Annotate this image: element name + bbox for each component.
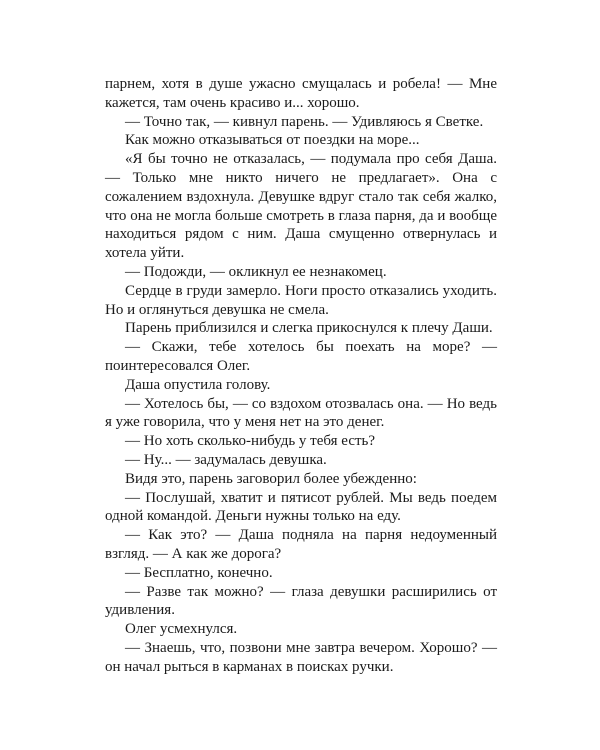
paragraph-3: Как можно отказываться от поездки на море... bbox=[125, 132, 420, 149]
paragraph-19: — Знаешь, что, позвони мне завтра вечером. Хорошо? — он начал рыться в карманах в поисках ручки. bbox=[105, 639, 497, 675]
paragraph-8: — Скажи, тебе хотелось бы поехать на море? — поинтересовался Олег. bbox=[105, 339, 497, 374]
paragraph-11: — Но хоть сколько-нибудь у тебя есть? bbox=[125, 433, 376, 450]
paragraph-4: «Я бы точно не отказалась, — подумала про себя Даша. — Только мне никто ничего не предлагает». Она с сожалением вздохнула. Девушке вдруг стало так себя жалко, что она не могла больше смотреть в глаза парня, да и вообще находиться рядом с ним. Даша смущенно отвернулась и хотела уйти. bbox=[105, 151, 497, 262]
paragraph-7: Парень приблизился и слегка прикоснулся к плечу Даши. bbox=[125, 320, 493, 337]
paragraph-10: — Хотелось бы, — со вздохом отозвалась она. — Но ведь я уже говорила, что у меня нет на это денег. bbox=[105, 395, 497, 431]
paragraph-12: — Ну... — задумалась девушка. bbox=[125, 451, 327, 468]
paragraph-17: — Разве так можно? — глаза девушки расширились от удивления. bbox=[105, 583, 497, 619]
book-page bbox=[105, 75, 497, 677]
paragraph-14: — Послушай, хватит и пятисот рублей. Мы ведь поедем одной командой. Деньги нужны только на еду. bbox=[105, 489, 497, 525]
paragraph-13: Видя это, парень заговорил более убежденно: bbox=[125, 470, 417, 487]
paragraph-5: — Подожди, — окликнул ее незнакомец. bbox=[125, 263, 387, 280]
paragraph-18: Олег усмехнулся. bbox=[125, 621, 238, 638]
paragraph-9: Даша опустила голову. bbox=[125, 376, 271, 393]
paragraph-2: — Точно так, — кивнул парень. — Удивляюсь я Светке. bbox=[125, 113, 484, 130]
paragraph-6: Сердце в груди замерло. Ноги просто отказались уходить. Но и оглянуться девушка не смела. bbox=[105, 282, 497, 318]
paragraph-15: — Как это? — Даша подняла на парня недоуменный взгляд. — А как же дорога? bbox=[105, 527, 497, 562]
paragraph-16: — Бесплатно, конечно. bbox=[125, 564, 273, 581]
paragraph-1: парнем, хотя в душе ужасно смущалась и робела! — Мне кажется, там очень красиво и... хорошо. bbox=[105, 76, 497, 111]
